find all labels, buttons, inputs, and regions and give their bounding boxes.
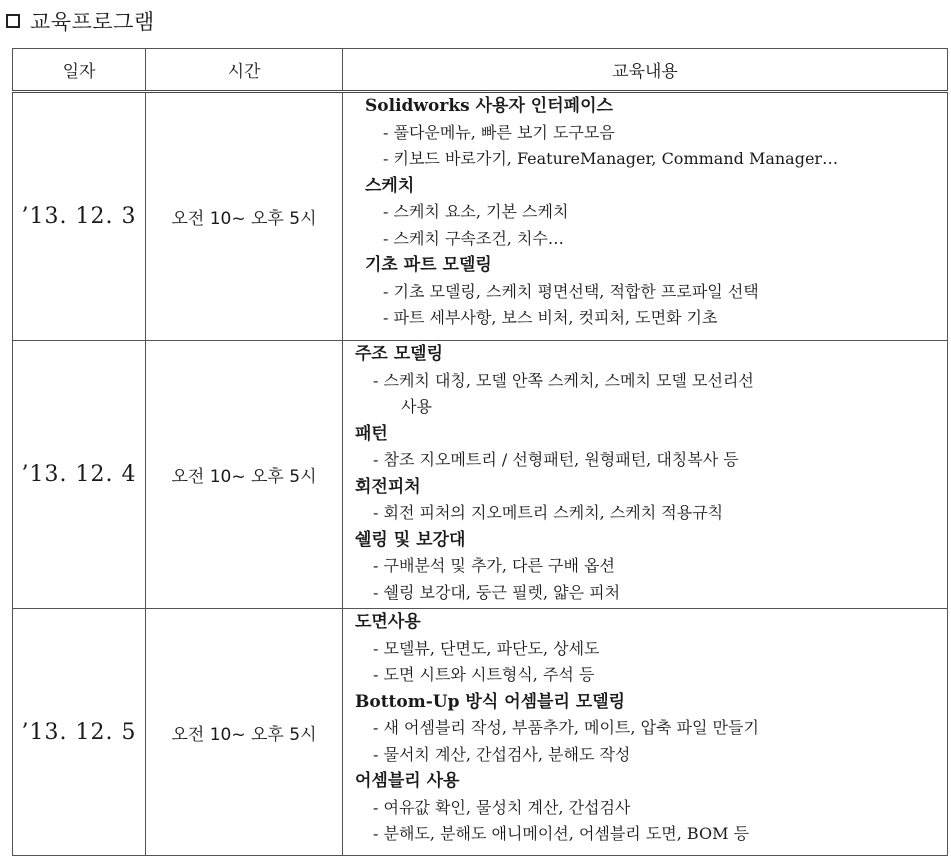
program-table [12,48,948,856]
date-cell: ’13. 12. 3 [13,92,146,341]
table-row [13,92,948,341]
topic-item: - 쉘링 보강대, 둥근 필렛, 얇은 피처 [373,582,621,602]
topic-heading: 쉘링 및 보강대 [355,529,466,550]
topic-item: - 여유값 확인, 물성치 계산, 간섭검사 [373,797,631,817]
topic-heading: 패턴 [355,423,388,444]
topic-item: - 스케치 대칭, 모델 안쪽 스케치, 스메치 모델 모선리선 [373,370,754,390]
date-cell: ’13. 12. 5 [13,609,146,856]
topic-item: - 모델뷰, 단면도, 파단도, 상세도 [373,638,600,658]
topic-item: - 키보드 바로가기, FeatureManager, Command Manager… [383,149,839,168]
topic-heading: 어셈블리 사용 [355,771,460,791]
topic-item: - 구배분석 및 추가, 다른 구배 옵션 [373,556,615,575]
table-row [13,341,948,609]
topic-heading: Solidworks 사용자 인터페이스 [365,96,613,116]
topic-heading: 스케치 [365,175,415,196]
topic-heading: 주조 모델링 [355,344,444,364]
content-cell [343,341,948,609]
page-title [6,6,155,36]
topic-item: - 기초 모델링, 스케치 평면선택, 적합한 프로파일 선택 [383,281,759,301]
topic-item: - 새 어셈블리 작성, 부품추가, 메이트, 압축 파일 만들기 [373,718,759,737]
topic-heading: 회전피처 [355,476,421,497]
topic-item: - 파트 세부사항, 보스 비처, 컷피처, 도면화 기초 [383,308,718,327]
topic-item: - 도면 시트와 시트형식, 주석 등 [373,665,595,684]
topic-item: - 참조 지오메트리 / 선형패턴, 원형패턴, 대칭복사 등 [373,450,739,469]
topic-item: - 물서치 계산, 간섭검사, 분해도 작성 [373,744,631,764]
time-cell: 오전 10~ 오후 5시 [146,92,343,341]
table-row [13,609,948,856]
header-date: 일자 [13,49,146,92]
topic-item: - 풀다운메뉴, 빠른 보기 도구모음 [383,122,615,142]
page-title-text: 교육프로그램 [30,10,155,34]
topic-heading: 도면사용 [355,612,421,632]
content-cell [343,92,948,341]
topic-item: - 스케치 구속조건, 치수… [383,228,564,248]
content-cell [343,609,948,856]
topic-item: - 스케치 요소, 기본 스케치 [383,202,569,221]
topic-item: - 회전 피처의 지오메트리 스케치, 스케치 적용규칙 [373,503,724,522]
checkbox-square-icon [6,14,20,28]
header-content: 교육내용 [343,49,948,92]
table-header-row [13,49,948,92]
time-cell: 오전 10~ 오후 5시 [146,341,343,609]
topic-heading: Bottom-Up 방식 어셈블리 모델링 [355,691,626,712]
header-time: 시간 [146,49,343,92]
date-cell: ’13. 12. 4 [13,341,146,609]
topic-item: - 분해도, 분해도 애니메이션, 어셈블리 도면, BOM 등 [373,824,750,843]
time-cell: 오전 10~ 오후 5시 [146,609,343,856]
topic-item-continuation: 사용 [401,397,432,416]
topic-heading: 기초 파트 모델링 [365,255,492,275]
